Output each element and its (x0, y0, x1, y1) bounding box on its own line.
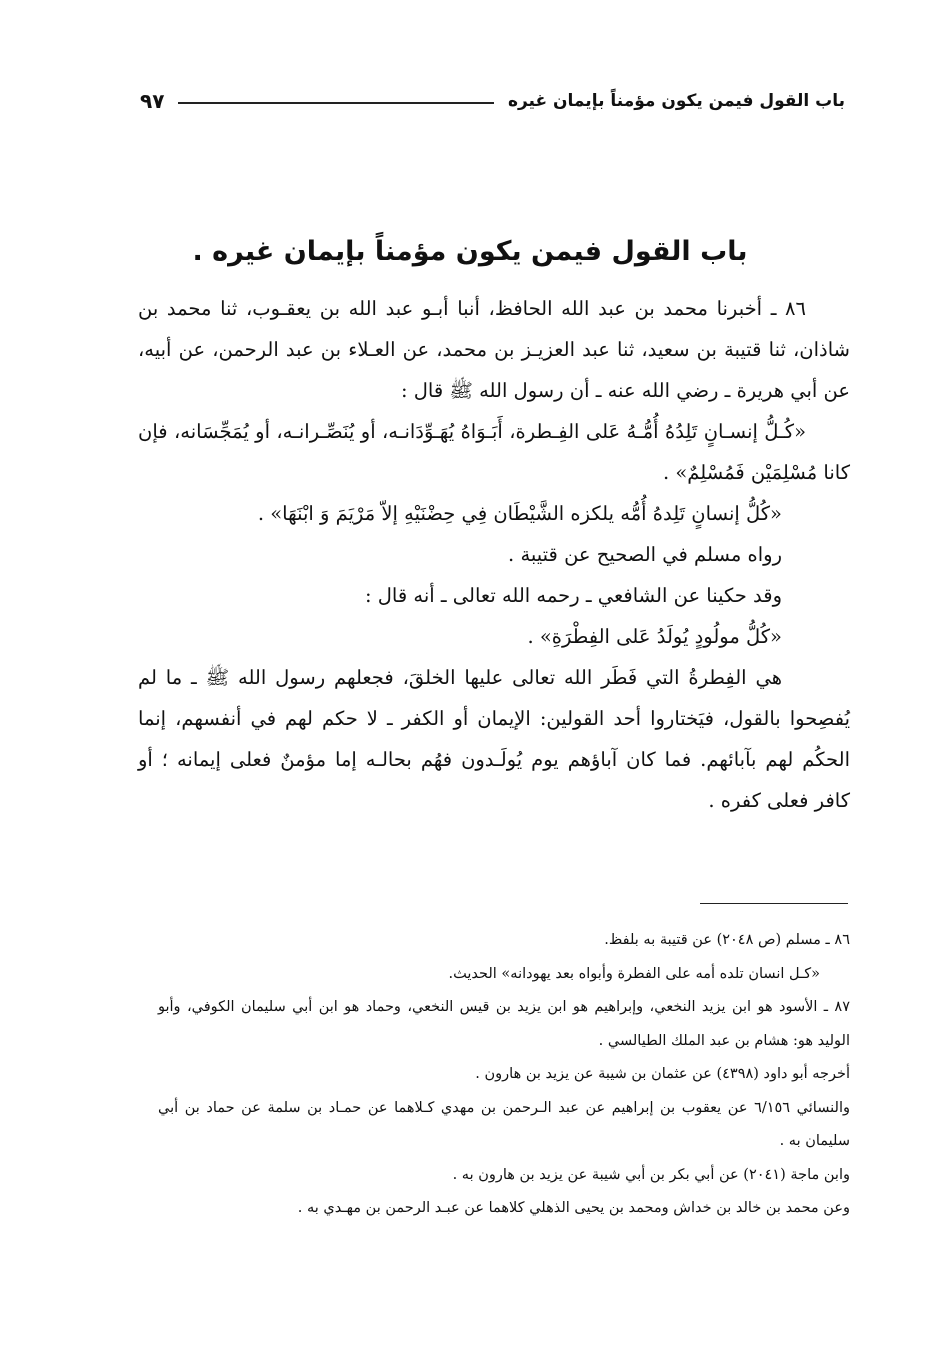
fitra-hadith: «كُلُّ مولُودٍ يُولَدُ عَلى الفِطْرَةِ» . (527, 625, 782, 648)
running-title: باب القول فيمن يكون مؤمناً بإيمان غيره (507, 91, 845, 111)
footnote-86-quote: «كـل انسان تلده أمه على الفطرة وأبواه بعد يهودانه» الحديث. (448, 965, 820, 982)
hadith-86-matn: «كُـلُّ إنسـانٍ تَلِدُهُ أُمُّـهُ عَلى الفِـطرة، أَبَـوَاهُ يُهَـوِّدَانـه، أو يُنَصِّـرانـه، أو يُمَجِّسَانه، فإن كانا مُسْلِمَيْن فَمُسْلِمٌ» . (138, 420, 850, 484)
chapter-title: باب القول فيمن يكون مؤمناً بإيمان غيره . (192, 236, 748, 267)
main-text (138, 288, 850, 821)
hadith-variant: «كُلُّ إنسانٍ تَلِدهُ أُمُّه يلكزه الشَّيْطَان فِي حِضْنَيْهِ إلاّ مَرْيَمَ وَ ابْنَهَا» . (257, 502, 782, 525)
footnote-87-ibn-majah: وابن ماجة (٢٠٤١) عن أبي بكر بن أبي شيبة عن يزيد بن هارون به . (452, 1166, 850, 1183)
narration-source: رواه مسلم في الصحيح عن قتيبة . (508, 543, 782, 566)
footnote-87-abu-dawud: أخرجه أبو داود (٤٣٩٨) عن عثمان بن شيبة عن يزيد بن هارون . (475, 1066, 850, 1082)
running-header (140, 84, 845, 118)
footnote-87-other: وعن محمد بن خالد بن خداش ومحمد بن يحيى الذهلي كلاهما عن عبـد الرحمن بن مهـدي به . (297, 1200, 850, 1216)
fitra-commentary: هي الفِطرةُ التي فَطَر الله تعالى عليها الخلقَ، فجعلهم رسول الله ﷺ ـ ما لم يُفصِحوا بالقول، فيَختاروا أحد القولين: الإيمان أو الكفر ـ لا حكم لهم في أنفسهم، إنما الحكُم لهم بآبائهم. فما كان آباؤهم يوم يُولَـدون فهُم بحالـه إما مؤمنٌ فعلى إيمانه ؛ أو كافر فعلى كفره . (138, 666, 850, 812)
page-number: ٩٧ (140, 89, 165, 113)
shafii-quote-intro: وقد حكينا عن الشافعي ـ رحمه الله تعالى ـ أنه قال : (364, 584, 782, 607)
footnote-86: ٨٦ ـ مسلم (ص ٢٠٤٨) عن قتيبة به بلفظ. (604, 932, 850, 948)
footnote-87: ٨٧ ـ الأسود هو ابن يزيد النخعي، وإبراهيم هو ابن يزيد بن قيس النخعي، وحماد هو ابن أبي سليمان الكوفي، وأبو الوليد هو: هشام بن عبد الملك الطيالسي . (158, 999, 850, 1049)
hadith-86-isnad: ٨٦ ـ أخبرنا محمد بن عبد الله الحافظ، أنبا أبـو عبد الله بن يعقـوب، ثنا محمد بن شاذان، ثنا قتيبة بن سعيد، ثنا عبد العزيـز بن محمد، عن العـلاء بن عبد الرحمن، عن أبيه، عن أبي هريرة ـ رضي الله عنه ـ أن رسول الله ﷺ قال : (138, 297, 850, 402)
footnote-87-nasai: والنسائي ٦/١٥٦ عن يعقوب بن إبراهيم عن عبد الـرحمن بن مهدي كـلاهما عن حمـاد بن سلمة عن حماد بن أبي سليمان به . (158, 1099, 850, 1149)
footnotes (158, 924, 850, 1226)
header-rule (178, 102, 494, 104)
footnote-separator (700, 903, 848, 904)
